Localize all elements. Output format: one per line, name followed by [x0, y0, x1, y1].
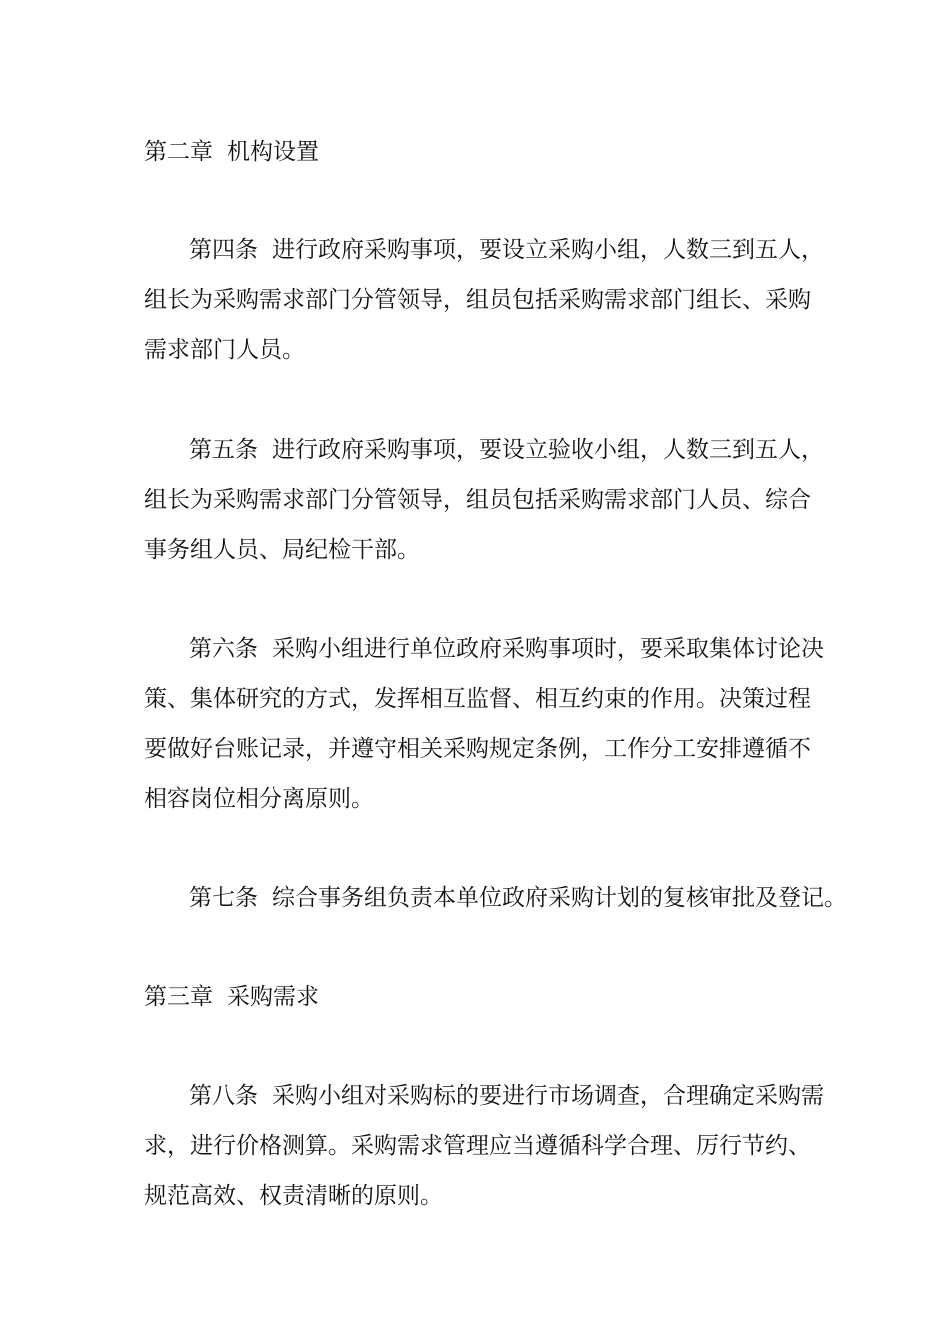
article-line: 组长为采购需求部门分管领导，组员包括采购需求部门人员、综合 [144, 487, 811, 513]
article-label: 第六条 [189, 636, 258, 662]
chapter-label: 第二章 [144, 139, 213, 165]
article-label: 第八条 [189, 1083, 258, 1109]
article-line: 事务组人员、局纪检干部。 [144, 537, 420, 563]
article-line: 要做好台账记录，并遵守相关采购规定条例，工作分工安排遵循不 [144, 736, 811, 762]
article-label: 第四条 [189, 237, 258, 263]
article-text: 采购小组进行单位政府采购事项时，要采取集体讨论决 [272, 636, 824, 662]
chapter-label: 第三章 [144, 984, 213, 1010]
article-first-line [189, 1081, 824, 1111]
article-label: 第七条 [189, 885, 258, 911]
article-line: 规范高效、权责清晰的原则。 [144, 1183, 443, 1209]
chapter-title: 采购需求 [227, 984, 319, 1010]
article-text: 综合事务组负责本单位政府采购计划的复核审批及登记。 [272, 885, 847, 911]
article-text: 进行政府采购事项，要设立采购小组，人数三到五人， [272, 237, 824, 263]
article-line: 相容岗位相分离原则。 [144, 786, 374, 812]
article-first-line [189, 235, 824, 265]
article-first-line [189, 634, 824, 664]
chapter-title: 机构设置 [227, 139, 319, 165]
article-label: 第五条 [189, 437, 258, 463]
article-first-line [189, 883, 847, 913]
article-line: 策、集体研究的方式，发挥相互监督、相互约束的作用。决策过程 [144, 686, 811, 712]
article-line: 需求部门人员。 [144, 337, 305, 363]
article-text: 进行政府采购事项，要设立验收小组，人数三到五人， [272, 437, 824, 463]
article-line: 组长为采购需求部门分管领导，组员包括采购需求部门组长、采购 [144, 287, 811, 313]
chapter-heading-2 [144, 137, 319, 167]
article-line: 求，进行价格测算。采购需求管理应当遵循科学合理、厉行节约、 [144, 1133, 811, 1159]
article-first-line [189, 435, 824, 465]
chapter-heading-3 [144, 982, 319, 1012]
article-text: 采购小组对采购标的要进行市场调查，合理确定采购需 [272, 1083, 824, 1109]
